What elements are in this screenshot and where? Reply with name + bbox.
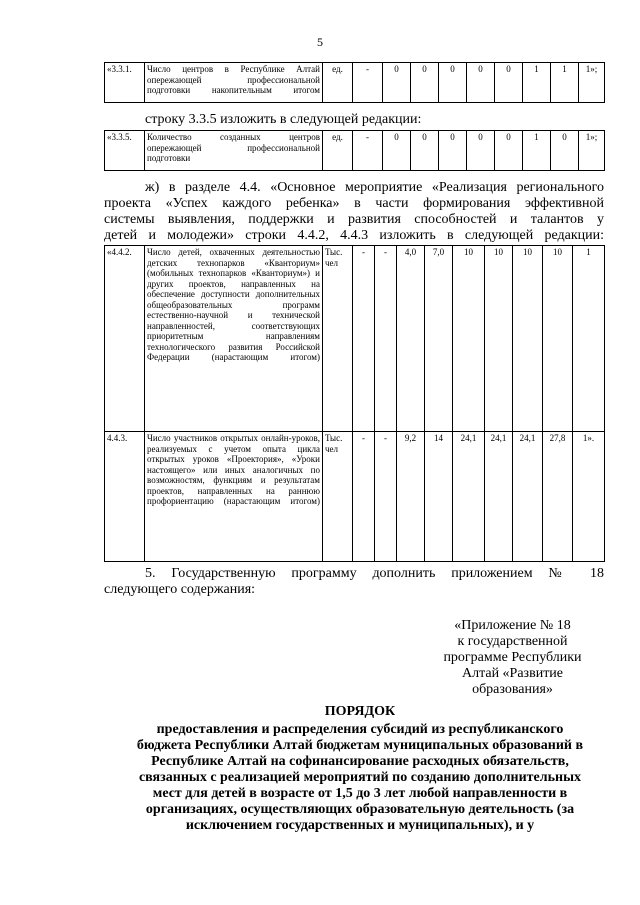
row-value: 0 [495, 131, 523, 171]
row-unit: Тыс. чел [323, 432, 353, 562]
row-value: 4,0 [397, 246, 425, 432]
row-value: 24,1 [453, 432, 485, 562]
page-number: 5 [317, 35, 323, 49]
row-name: Число центров в Республике Алтай опережающей профессиональной подготовки накопительным итогом [145, 63, 323, 103]
row-value: 24,1 [513, 432, 543, 562]
row-value: 0 [439, 63, 467, 103]
row-value: 14 [425, 432, 453, 562]
row-name: Число участников открытых онлайн-уроков, реализуемых с учетом опыта цикла открытых уроков «Проектория», «Уроки настоящего» или иных аналогичных по возможностям, функциям и результатам проектов, направленных на раннюю профориентацию (нарастающим итогом) [145, 432, 323, 562]
paragraph-line: 5. Государственную программу дополнить приложением № 18 [145, 566, 604, 581]
row-value: 10 [453, 246, 485, 432]
row-code: 4.4.3. [105, 432, 145, 562]
row-value: 0 [383, 63, 411, 103]
row-end: 1». [573, 432, 605, 562]
row-end: 1»; [579, 63, 605, 103]
row-value: 27,8 [543, 432, 573, 562]
row-value: 0 [411, 131, 439, 171]
row-value: 1 [523, 63, 551, 103]
appendix-line: «Приложение № 18 [454, 618, 571, 633]
row-value: 10 [513, 246, 543, 432]
row-value: - [353, 432, 375, 562]
instruction-line: строку 3.3.5 изложить в следующей редакции: [145, 112, 422, 127]
table-row [105, 131, 605, 171]
row-name: Количество созданных центров опережающей профессиональной подготовки [145, 131, 323, 171]
row-value: 24,1 [485, 432, 513, 562]
row-value: 0 [383, 131, 411, 171]
row-value: 9,2 [397, 432, 425, 562]
row-unit: ед. [323, 63, 353, 103]
title-line: бюджета Республики Алтай бюджетам муниципальных образований в [136, 738, 584, 753]
title-line: исключением государственных и муниципальных), и у [185, 818, 535, 833]
row-value: - [353, 63, 383, 103]
table-row [105, 246, 605, 432]
appendix-line: к государственной [457, 634, 568, 649]
title-line: мест для детей в возрасте от 1,5 до 3 лет любой направленности в [152, 786, 568, 801]
indicator-table-3-3-1 [104, 62, 605, 103]
paragraph-line: системы выявления, поддержки и развития способностей и талантов у [104, 212, 604, 227]
row-value: 0 [495, 63, 523, 103]
row-value: 0 [551, 131, 579, 171]
row-value: 0 [467, 131, 495, 171]
paragraph-line: ж) в разделе 4.4. «Основное мероприятие «Реализация регионального [145, 180, 604, 195]
row-value: 7,0 [425, 246, 453, 432]
procedure-title [100, 704, 620, 834]
table-row [105, 432, 605, 562]
title-line: предоставления и распределения субсидий из республиканского [156, 722, 564, 737]
row-value: 1 [551, 63, 579, 103]
paragraph-section-4-4 [104, 180, 604, 244]
appendix-line: программе Республики [443, 650, 582, 665]
row-value: - [375, 432, 397, 562]
paragraph-line: проекта «Успех каждого ребенка» в части формирования эффективной [104, 196, 604, 211]
title-heading: ПОРЯДОК [324, 704, 396, 719]
appendix-header [420, 618, 605, 698]
paragraph-item-5 [104, 566, 604, 598]
row-value: 0 [467, 63, 495, 103]
row-value: - [375, 246, 397, 432]
row-unit: Тыс. чел [323, 246, 353, 432]
row-value: 10 [485, 246, 513, 432]
row-code: «3.3.5. [105, 131, 145, 171]
table-row [105, 63, 605, 103]
title-line: связанных с реализацией мероприятий по созданию дополнительных [138, 770, 582, 785]
paragraph-line: следующего содержания: [104, 582, 256, 597]
row-value: - [353, 246, 375, 432]
row-value: 1 [523, 131, 551, 171]
appendix-line: Алтай «Развитие [461, 666, 564, 681]
row-name: Число детей, охваченных деятельностью детских технопарков «Кванториум» (мобильных технопарков «Кванториум») и других проектов, направленных на обеспечение доступности дополнительных общеобразовательных программ естественно-научной и технической направленностей, соответствующих приоритетным направлениям технологического развития Российской Федерации (нарастающим итогом) [145, 246, 323, 432]
row-code: «3.3.1. [105, 63, 145, 103]
row-value: - [353, 131, 383, 171]
title-line: организациях, осуществляющих образовательную деятельность (за [145, 802, 575, 817]
row-code: «4.4.2. [105, 246, 145, 432]
row-end: 1»; [579, 131, 605, 171]
indicator-table-4-4 [104, 245, 605, 562]
indicator-table-3-3-5 [104, 130, 605, 171]
row-value: 0 [411, 63, 439, 103]
row-value: 0 [439, 131, 467, 171]
row-value: 10 [543, 246, 573, 432]
paragraph-line: детей и молодежи» строки 4.4.2, 4.4.3 изложить в следующей редакции: [104, 228, 604, 243]
title-line: Республике Алтай на софинансирование расходных обязательств, [151, 754, 569, 769]
row-unit: ед. [323, 131, 353, 171]
row-end: 1 [573, 246, 605, 432]
appendix-line: образования» [472, 682, 553, 697]
